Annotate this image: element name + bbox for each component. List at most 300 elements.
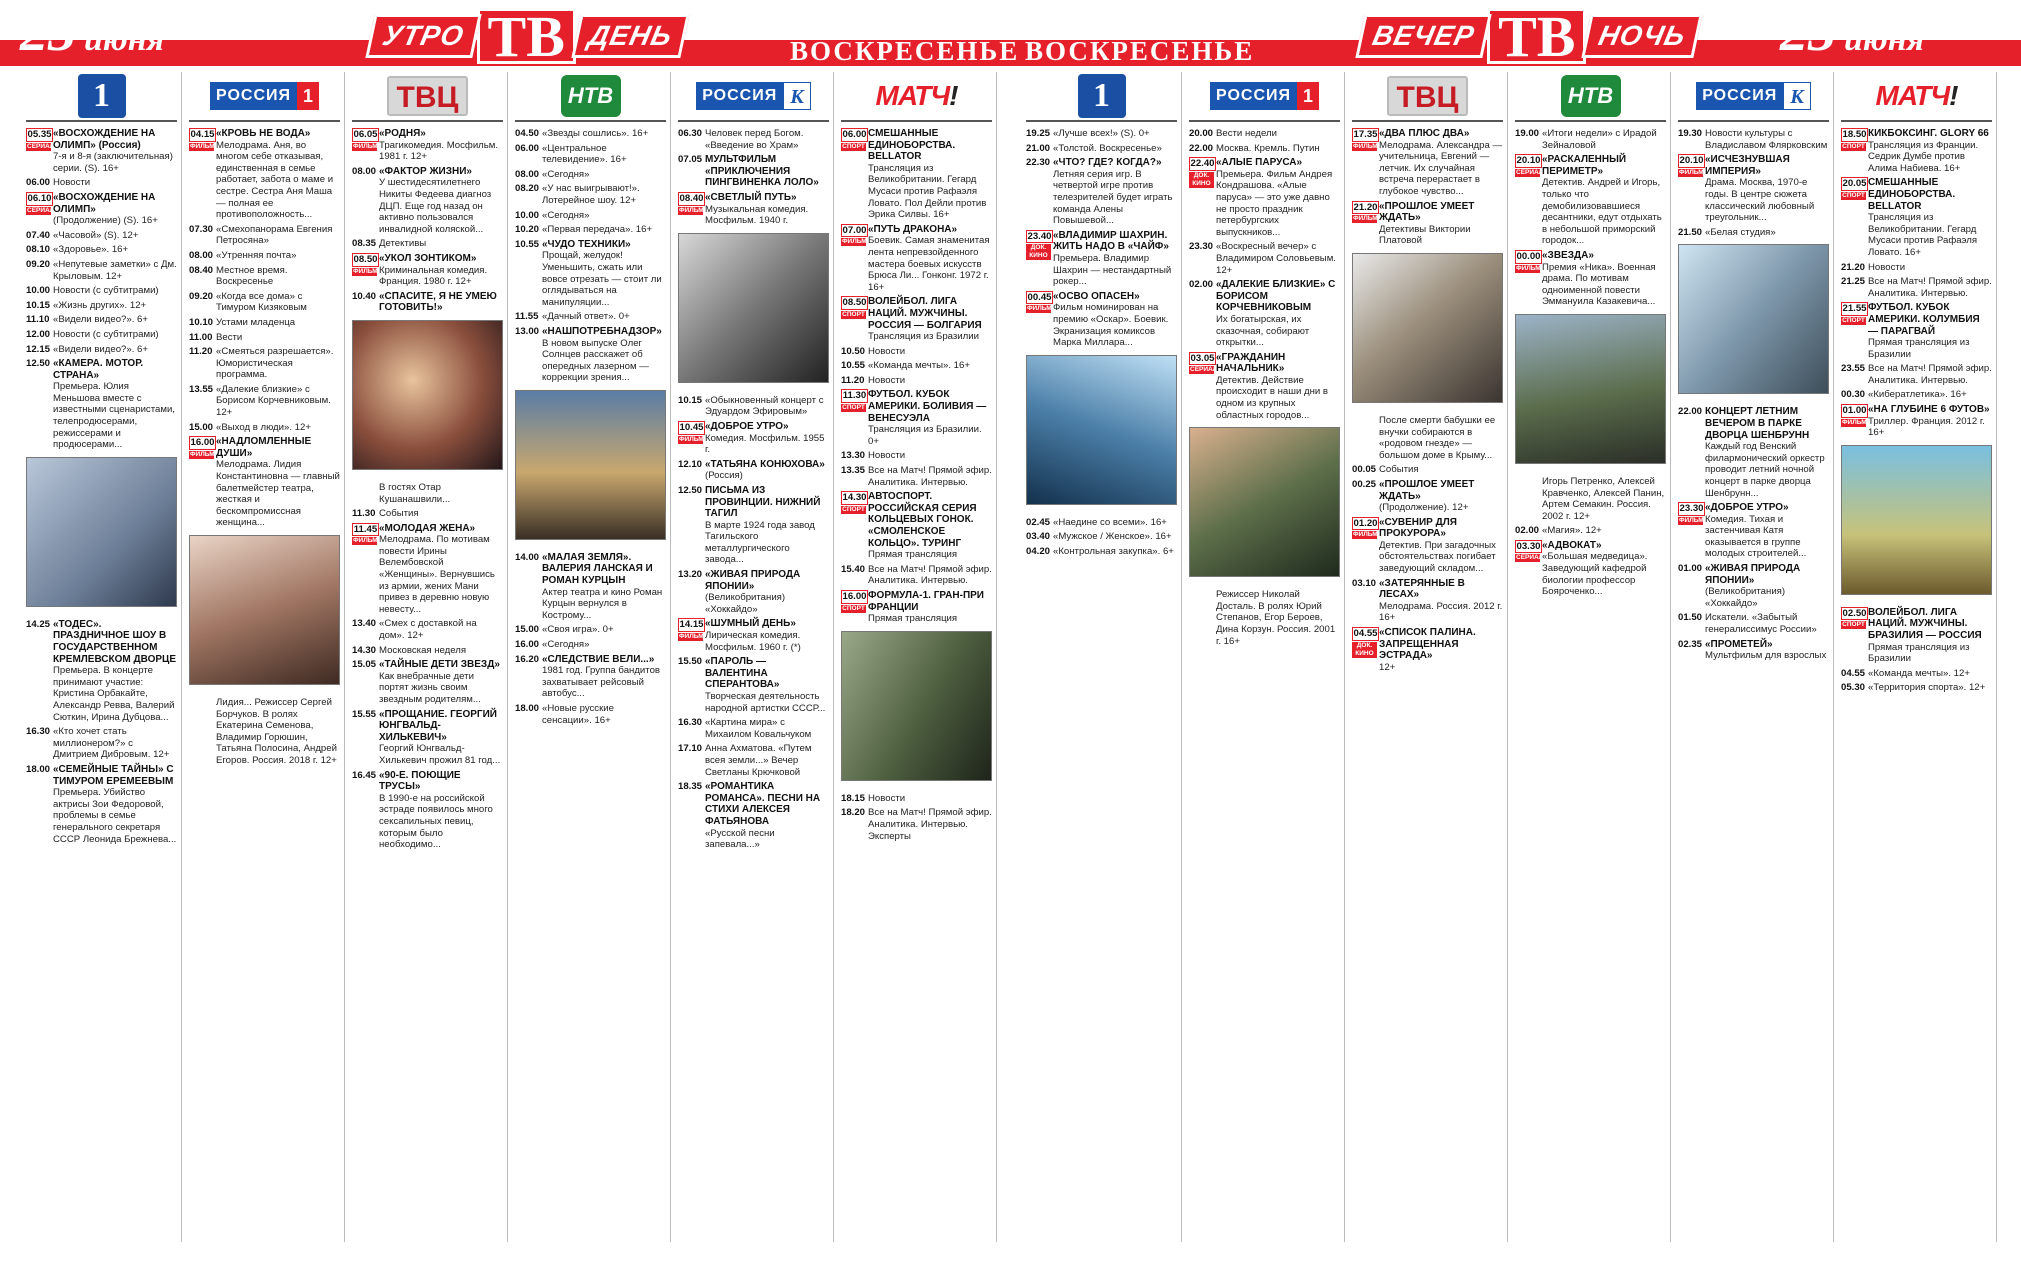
program-list bbox=[22, 122, 181, 451]
program-desc: Трагикомедия. Мосфильм. 1981 г. 12+ bbox=[379, 139, 499, 163]
program-desc: Премьера. В концерте принимают участие: Кристина Орбакайте, Александр Ревва, Валерий Сюткин, Ирина Дубцова... bbox=[53, 665, 175, 723]
program-details bbox=[1053, 157, 1177, 227]
program-time: 02.50 СПОРТ bbox=[1842, 607, 1867, 629]
program-details bbox=[542, 326, 666, 384]
program-item[interactable] bbox=[352, 709, 503, 767]
program-item[interactable] bbox=[678, 618, 829, 653]
program-item[interactable] bbox=[26, 230, 177, 242]
genre-tag: ФИЛЬМ bbox=[1353, 531, 1378, 539]
program-item[interactable] bbox=[515, 210, 666, 222]
program-desc: «Звезды сошлись». 16+ bbox=[542, 128, 649, 139]
program-time: 02.00 bbox=[1515, 525, 1540, 537]
program-item[interactable] bbox=[1189, 128, 1340, 140]
logo-tv-word: ТВ bbox=[477, 8, 576, 64]
program-item[interactable] bbox=[841, 793, 992, 805]
program-time: 18.00 bbox=[26, 763, 51, 775]
program-item[interactable] bbox=[841, 450, 992, 462]
genre-tag: ДОК. КИНО bbox=[1352, 642, 1377, 658]
program-item[interactable] bbox=[352, 238, 503, 250]
program-details bbox=[868, 224, 992, 294]
program-details bbox=[53, 300, 177, 312]
program-details bbox=[1868, 302, 1992, 360]
program-details bbox=[53, 177, 177, 189]
program-desc: Их богатырская, их сказочная, собирают открытки... bbox=[1216, 313, 1310, 349]
program-desc: «Своя игра». 0+ bbox=[542, 624, 614, 636]
program-item[interactable] bbox=[26, 726, 177, 761]
program-item[interactable] bbox=[189, 291, 340, 314]
program-details bbox=[1868, 682, 1992, 694]
program-desc: Лирическая комедия. Мосфильм. 1960 г. (*) bbox=[705, 630, 801, 653]
program-photo bbox=[352, 320, 503, 470]
program-item[interactable] bbox=[678, 656, 829, 714]
program-item[interactable] bbox=[841, 389, 992, 447]
program-item[interactable] bbox=[352, 253, 503, 288]
program-item[interactable] bbox=[1189, 143, 1340, 155]
program-item[interactable] bbox=[189, 697, 340, 767]
program-item[interactable] bbox=[841, 128, 992, 221]
program-item[interactable] bbox=[841, 807, 992, 842]
program-item[interactable] bbox=[1352, 517, 1503, 575]
ntv-logo: НТВ bbox=[1561, 75, 1621, 117]
program-time: 20.10 СЕРИАЛ bbox=[1516, 155, 1544, 176]
program-time: 21.00 bbox=[1026, 142, 1051, 154]
program-time bbox=[189, 697, 216, 767]
program-desc: Фильм номинирован на премию «Оскар». Боевик. Экранизация комиксов Марка Миллара... bbox=[1053, 302, 1169, 349]
program-item[interactable] bbox=[1841, 607, 1992, 665]
program-details bbox=[1379, 415, 1503, 461]
program-desc: После смерти бабушки ее внучки собираются в «родовом гнезде» — большом доме в Крыму... bbox=[1379, 414, 1496, 461]
program-details bbox=[1542, 540, 1666, 598]
program-time: 07.05 bbox=[678, 154, 703, 166]
program-details bbox=[705, 485, 829, 566]
program-item[interactable] bbox=[1026, 517, 1177, 529]
program-item[interactable] bbox=[189, 265, 340, 288]
match-logo: МАТЧ! bbox=[875, 80, 958, 111]
program-time: 17.35 ФИЛЬМ bbox=[1353, 129, 1378, 150]
program-desc: Все на Матч! Прямой эфир. Аналитика. Интервью. bbox=[868, 465, 992, 488]
program-desc: «Центральное телевидение». 16+ bbox=[542, 142, 627, 166]
program-time: 08.50 ФИЛЬМ bbox=[353, 253, 378, 275]
program-item[interactable] bbox=[189, 346, 340, 381]
program-item[interactable] bbox=[1026, 291, 1177, 349]
program-details bbox=[379, 709, 503, 767]
program-desc: Премия «Ника». Военная драма. По мотивам одноименной повести Эммануила Казакевича... bbox=[1542, 261, 1656, 308]
program-item[interactable] bbox=[26, 344, 177, 356]
program-title: «ВОСХОЖДЕНИЕ НА ОЛИМП» (Россия) bbox=[53, 128, 156, 151]
program-item[interactable] bbox=[1026, 546, 1177, 558]
program-item[interactable] bbox=[678, 569, 829, 615]
program-item[interactable] bbox=[1515, 250, 1666, 308]
program-item[interactable] bbox=[1189, 589, 1340, 647]
program-item[interactable] bbox=[352, 659, 503, 705]
program-title: «ДВА ПЛЮС ДВА» bbox=[1379, 128, 1470, 139]
program-desc: Новости (с субтитрами) bbox=[53, 328, 159, 340]
program-time: 08.10 bbox=[26, 244, 51, 256]
program-desc: «Итоги недели» с Ирадой Зейналовой bbox=[1542, 128, 1657, 151]
program-list bbox=[1348, 409, 1507, 673]
program-list bbox=[1348, 122, 1507, 247]
program-item[interactable] bbox=[841, 224, 992, 294]
program-desc: У шестидесятилетнего Никиты Федеева диагноз ДЦП. Еще год назад он активно пользовался инвалидной коляской... bbox=[379, 177, 492, 235]
program-item[interactable] bbox=[1189, 157, 1340, 238]
program-desc: Новости bbox=[1868, 261, 1906, 273]
program-item[interactable] bbox=[352, 618, 503, 641]
program-details bbox=[379, 618, 503, 641]
genre-tag: СПОРТ bbox=[842, 310, 865, 318]
program-item[interactable] bbox=[189, 332, 340, 344]
program-item[interactable] bbox=[1841, 363, 1992, 386]
program-item[interactable] bbox=[515, 326, 666, 384]
program-details bbox=[868, 793, 992, 805]
program-item[interactable] bbox=[678, 743, 829, 778]
left-date-month: июня bbox=[84, 21, 165, 58]
program-item[interactable] bbox=[1352, 578, 1503, 624]
program-item[interactable] bbox=[189, 317, 340, 329]
program-item[interactable] bbox=[352, 291, 503, 314]
program-item[interactable] bbox=[189, 384, 340, 419]
program-title: «ВОСХОЖДЕНИЕ НА ОЛИМП» bbox=[53, 191, 156, 215]
program-time: 20.05 СПОРТ bbox=[1842, 178, 1867, 199]
program-time: 15.00 bbox=[515, 624, 540, 636]
program-title: «ПРОШЛОЕ УМЕЕТ ЖДАТЬ» bbox=[1379, 478, 1475, 502]
program-item[interactable] bbox=[515, 239, 666, 309]
program-item[interactable] bbox=[1841, 177, 1992, 258]
program-item[interactable] bbox=[189, 224, 340, 247]
program-item[interactable] bbox=[26, 244, 177, 256]
program-details bbox=[1542, 154, 1666, 247]
program-details bbox=[216, 291, 340, 314]
program-time bbox=[352, 482, 379, 505]
program-title: «СЛЕДСТВИЕ ВЕЛИ...» bbox=[542, 653, 655, 665]
program-desc: В марте 1924 года завод Тагильского металлургического завода... bbox=[705, 519, 815, 566]
program-time: 10.00 bbox=[26, 285, 51, 297]
program-item[interactable] bbox=[26, 192, 177, 227]
program-time: 16.00 СПОРТ bbox=[842, 590, 867, 612]
program-time: 02.35 bbox=[1678, 638, 1703, 650]
program-details bbox=[1868, 389, 1992, 401]
channel-header bbox=[1515, 72, 1666, 122]
program-item[interactable] bbox=[352, 508, 503, 520]
genre-tag: ФИЛЬМ bbox=[353, 142, 378, 150]
logo-night-word: НОЧЬ bbox=[1582, 14, 1704, 58]
program-desc: Вести недели bbox=[1216, 128, 1277, 139]
program-details bbox=[1868, 668, 1992, 680]
program-desc: События bbox=[1379, 464, 1419, 476]
program-item[interactable] bbox=[841, 296, 992, 342]
program-item[interactable] bbox=[189, 250, 340, 262]
program-desc: «Видели видео?». 6+ bbox=[53, 314, 148, 326]
program-item[interactable] bbox=[1841, 302, 1992, 360]
program-time: 06.00 bbox=[515, 142, 540, 154]
program-details bbox=[1705, 502, 1829, 560]
program-title: «НА ГЛУБИНЕ 6 ФУТОВ» bbox=[1868, 404, 1990, 416]
program-details bbox=[216, 128, 340, 221]
program-title: «90-Е. ПОЮЩИЕ ТРУСЫ» bbox=[379, 769, 461, 793]
program-details bbox=[705, 395, 829, 418]
program-item[interactable] bbox=[1026, 157, 1177, 227]
channel-column bbox=[674, 72, 834, 1242]
program-desc: Вести bbox=[216, 331, 243, 343]
program-item[interactable] bbox=[841, 465, 992, 488]
program-details bbox=[53, 230, 177, 242]
program-desc: Анна Ахматова. «Путем всея земли...» Вечер Светланы Крючковой bbox=[705, 743, 812, 778]
program-item[interactable] bbox=[1189, 241, 1340, 276]
program-item[interactable] bbox=[678, 459, 829, 482]
program-desc: 12+ bbox=[1379, 661, 1396, 673]
program-item[interactable] bbox=[1678, 128, 1829, 151]
program-item[interactable] bbox=[1352, 479, 1503, 514]
program-item[interactable] bbox=[1841, 128, 1992, 174]
program-item[interactable] bbox=[678, 485, 829, 566]
program-details bbox=[1868, 177, 1992, 258]
program-details bbox=[1379, 464, 1503, 476]
program-details bbox=[1868, 404, 1992, 439]
program-item[interactable] bbox=[352, 770, 503, 851]
program-details bbox=[1216, 241, 1340, 276]
program-item[interactable] bbox=[1352, 201, 1503, 247]
program-item[interactable] bbox=[26, 177, 177, 189]
program-details bbox=[542, 624, 666, 636]
program-item[interactable] bbox=[189, 128, 340, 221]
program-item[interactable] bbox=[678, 717, 829, 740]
channel-column bbox=[1674, 72, 1834, 1242]
program-item[interactable] bbox=[1515, 128, 1666, 151]
program-item[interactable] bbox=[515, 224, 666, 236]
program-details bbox=[868, 465, 992, 488]
program-item[interactable] bbox=[1026, 143, 1177, 155]
program-item[interactable] bbox=[1515, 525, 1666, 537]
program-details bbox=[216, 436, 340, 529]
program-item[interactable] bbox=[841, 346, 992, 358]
program-details bbox=[705, 656, 829, 714]
program-item[interactable] bbox=[1515, 476, 1666, 522]
program-title: КОНЦЕРТ ЛЕТНИМ ВЕЧЕРОМ В ПАРКЕ ДВОРЦА ШЕНБРУНН bbox=[1705, 406, 1810, 441]
program-item[interactable] bbox=[515, 654, 666, 700]
program-time: 09.20 bbox=[189, 290, 214, 302]
program-title: «ПАРОЛЬ — ВАЛЕНТИНА СПЕРАНТОВА» bbox=[705, 656, 780, 691]
genre-tag: ФИЛЬМ bbox=[353, 267, 378, 275]
genre-tag: СЕРИАЛ bbox=[1190, 366, 1218, 374]
program-time: 23.30 ФИЛЬМ bbox=[1679, 503, 1704, 524]
left-date-number: 23 bbox=[20, 1, 76, 63]
genre-tag: ДОК. КИНО bbox=[1189, 172, 1214, 188]
program-details bbox=[53, 314, 177, 326]
program-details bbox=[868, 346, 992, 358]
program-item[interactable] bbox=[515, 143, 666, 166]
program-item[interactable] bbox=[26, 358, 177, 451]
program-desc: «Выход в люди». 12+ bbox=[216, 421, 311, 433]
program-time: 17.10 bbox=[678, 743, 703, 755]
program-item[interactable] bbox=[515, 128, 666, 140]
morning-tv-logo bbox=[370, 4, 685, 69]
program-item[interactable] bbox=[1678, 154, 1829, 224]
program-item[interactable] bbox=[26, 764, 177, 845]
program-title: ВОЛЕЙБОЛ. ЛИГА НАЦИЙ. МУЖЧИНЫ. РОССИЯ — БОЛГАРИЯ bbox=[868, 296, 982, 331]
genre-tag: СЕРИАЛ bbox=[27, 206, 55, 214]
program-item[interactable] bbox=[515, 552, 666, 622]
channel-header bbox=[678, 72, 829, 122]
program-item[interactable] bbox=[841, 590, 992, 625]
program-item[interactable] bbox=[1841, 389, 1992, 401]
program-item[interactable] bbox=[1841, 262, 1992, 274]
program-time: 12.00 bbox=[26, 328, 51, 340]
program-desc: Мелодрама. Россия. 2012 г. 16+ bbox=[1379, 600, 1503, 624]
program-details bbox=[868, 296, 992, 342]
program-item[interactable] bbox=[352, 645, 503, 657]
genre-tag: СПОРТ bbox=[1842, 316, 1865, 324]
program-details bbox=[1053, 291, 1177, 349]
program-desc: «Смеяться разрешается». Юмористическая программа. bbox=[216, 346, 334, 381]
program-desc: Комедия. Мосфильм. 1955 г. bbox=[705, 432, 825, 456]
program-title: «МАЛАЯ ЗЕМЛЯ». ВАЛЕРИЯ ЛАНСКАЯ И РОМАН КУРЦЫН bbox=[542, 551, 653, 587]
program-item[interactable] bbox=[1352, 627, 1503, 673]
program-details bbox=[1216, 143, 1340, 155]
program-item[interactable] bbox=[352, 128, 503, 163]
program-list bbox=[1674, 122, 1833, 238]
program-item[interactable] bbox=[1678, 502, 1829, 560]
program-time: 01.50 bbox=[1678, 612, 1703, 624]
program-item[interactable] bbox=[515, 311, 666, 323]
program-time: 07.30 bbox=[189, 223, 214, 235]
program-item[interactable] bbox=[1189, 279, 1340, 349]
program-item[interactable] bbox=[678, 781, 829, 851]
program-item[interactable] bbox=[1841, 276, 1992, 299]
program-item[interactable] bbox=[841, 360, 992, 372]
program-details bbox=[542, 169, 666, 181]
program-item[interactable] bbox=[1678, 227, 1829, 239]
program-item[interactable] bbox=[189, 422, 340, 434]
program-desc: Все на Матч! Прямой эфир. Аналитика. Интервью. bbox=[1868, 363, 1992, 386]
program-details bbox=[379, 166, 503, 236]
program-desc: Детективы bbox=[379, 238, 427, 250]
program-item[interactable] bbox=[678, 154, 829, 189]
program-item[interactable] bbox=[352, 482, 503, 505]
program-item[interactable] bbox=[515, 703, 666, 726]
program-item[interactable] bbox=[352, 166, 503, 236]
program-item[interactable] bbox=[26, 259, 177, 282]
program-item[interactable] bbox=[841, 375, 992, 387]
program-desc: «Кибератлетика». 16+ bbox=[1868, 389, 1967, 401]
program-item[interactable] bbox=[26, 329, 177, 341]
program-item[interactable] bbox=[515, 183, 666, 206]
program-time: 21.20 bbox=[1841, 261, 1866, 273]
program-desc: Новости bbox=[868, 450, 906, 462]
program-desc: Новости bbox=[53, 177, 91, 189]
program-desc: (Продолжение). 12+ bbox=[1379, 502, 1469, 514]
genre-tag: СПОРТ bbox=[842, 142, 865, 150]
program-time: 10.00 bbox=[515, 209, 540, 221]
program-time: 14.30 bbox=[352, 644, 377, 656]
program-details bbox=[868, 564, 992, 587]
program-details bbox=[1542, 250, 1666, 308]
program-desc: «Новые русские сенсации». 16+ bbox=[542, 703, 614, 726]
program-time: 15.50 bbox=[678, 656, 703, 668]
genre-tag: ФИЛЬМ bbox=[1679, 516, 1704, 524]
program-list bbox=[1185, 583, 1344, 647]
program-desc: «Кто хочет стать миллионером?» с Дмитрием Дибровым. 12+ bbox=[53, 726, 170, 761]
program-time: 10.20 bbox=[515, 224, 540, 236]
program-photo bbox=[1515, 314, 1666, 464]
program-desc: Детектив. Андрей и Игорь, только что демобилизовавшиеся десантники, едут отдыхать в небольшой приморский городок... bbox=[1542, 177, 1662, 247]
program-details bbox=[216, 224, 340, 247]
program-desc: Премьера. Фильм Андрея Кондрашова. «Алые паруса» — это уже давно не просто праздник петербургских выпускников... bbox=[1216, 168, 1333, 238]
program-item[interactable] bbox=[515, 624, 666, 636]
program-item[interactable] bbox=[841, 491, 992, 561]
program-item[interactable] bbox=[678, 192, 829, 227]
program-item[interactable] bbox=[1678, 639, 1829, 662]
rossia-k-logo: РОССИЯ К bbox=[1696, 82, 1811, 110]
program-desc: Прямая трансляция из Бразилии bbox=[1868, 641, 1970, 665]
program-item[interactable] bbox=[1189, 352, 1340, 422]
program-item[interactable] bbox=[678, 421, 829, 456]
program-item[interactable] bbox=[26, 285, 177, 297]
program-time: 16.00 ФИЛЬМ bbox=[190, 437, 215, 458]
program-item[interactable] bbox=[1841, 668, 1992, 680]
program-details bbox=[379, 645, 503, 657]
program-item[interactable] bbox=[26, 300, 177, 312]
program-item[interactable] bbox=[678, 128, 829, 151]
program-item[interactable] bbox=[841, 564, 992, 587]
program-item[interactable] bbox=[515, 169, 666, 181]
program-time: 11.10 bbox=[26, 314, 50, 326]
program-photo bbox=[189, 535, 340, 685]
channel-column bbox=[22, 72, 182, 1242]
program-item[interactable] bbox=[189, 436, 340, 529]
program-details bbox=[542, 311, 666, 323]
program-item[interactable] bbox=[1352, 128, 1503, 198]
program-list bbox=[1022, 122, 1181, 349]
program-desc: Мелодрама. Лидия Константиновна — главный балетмейстер театра, жесткая и бескомпромиссная женщина... bbox=[216, 459, 340, 529]
program-item[interactable] bbox=[678, 395, 829, 418]
program-desc: Человек перед Богом. «Введение во Храм» bbox=[705, 128, 804, 151]
program-time: 16.20 bbox=[515, 653, 540, 665]
program-item[interactable] bbox=[1515, 154, 1666, 247]
program-item[interactable] bbox=[1026, 128, 1177, 140]
program-item[interactable] bbox=[1515, 540, 1666, 598]
program-desc: Детектив. Действие происходит в наши дни в одном из крупных областных городов... bbox=[1216, 374, 1328, 421]
program-item[interactable] bbox=[1026, 230, 1177, 288]
program-desc: «У нас выигрывают!». Лотерейное шоу. 12+ bbox=[542, 183, 640, 206]
program-item[interactable] bbox=[1841, 404, 1992, 439]
program-time: 16.45 bbox=[352, 769, 377, 781]
program-item[interactable] bbox=[26, 128, 177, 174]
channel-header bbox=[1678, 72, 1829, 122]
program-item[interactable] bbox=[1352, 415, 1503, 461]
program-item[interactable] bbox=[1026, 531, 1177, 543]
program-item[interactable] bbox=[26, 619, 177, 723]
program-details bbox=[53, 764, 177, 845]
program-title: «ДОБРОЕ УТРО» bbox=[705, 420, 789, 432]
program-details bbox=[1705, 639, 1829, 662]
program-item[interactable] bbox=[352, 523, 503, 616]
program-item[interactable] bbox=[1352, 464, 1503, 476]
program-title: «ВЛАДИМИР ШАХРИН. ЖИТЬ НАДО В «ЧАЙФ» bbox=[1053, 229, 1169, 253]
program-title: ПИСЬМА ИЗ ПРОВИНЦИИ. НИЖНИЙ ТАГИЛ bbox=[705, 484, 821, 520]
program-item[interactable] bbox=[1678, 612, 1829, 635]
program-item[interactable] bbox=[1841, 682, 1992, 694]
program-item[interactable] bbox=[1678, 563, 1829, 609]
genre-tag: ФИЛЬМ bbox=[1516, 264, 1541, 272]
program-item[interactable] bbox=[26, 314, 177, 326]
program-details bbox=[1705, 612, 1829, 635]
program-item[interactable] bbox=[515, 639, 666, 651]
program-details bbox=[1216, 279, 1340, 349]
program-time: 22.30 bbox=[1026, 157, 1051, 169]
program-desc: Все на Матч! Прямой эфир. Аналитика. Интервью. bbox=[1868, 276, 1992, 299]
program-item[interactable] bbox=[1678, 406, 1829, 499]
program-title: СМЕШАННЫЕ ЕДИНОБОРСТВА. BELLATOR bbox=[868, 128, 956, 163]
program-time: 03.40 bbox=[1026, 531, 1051, 543]
